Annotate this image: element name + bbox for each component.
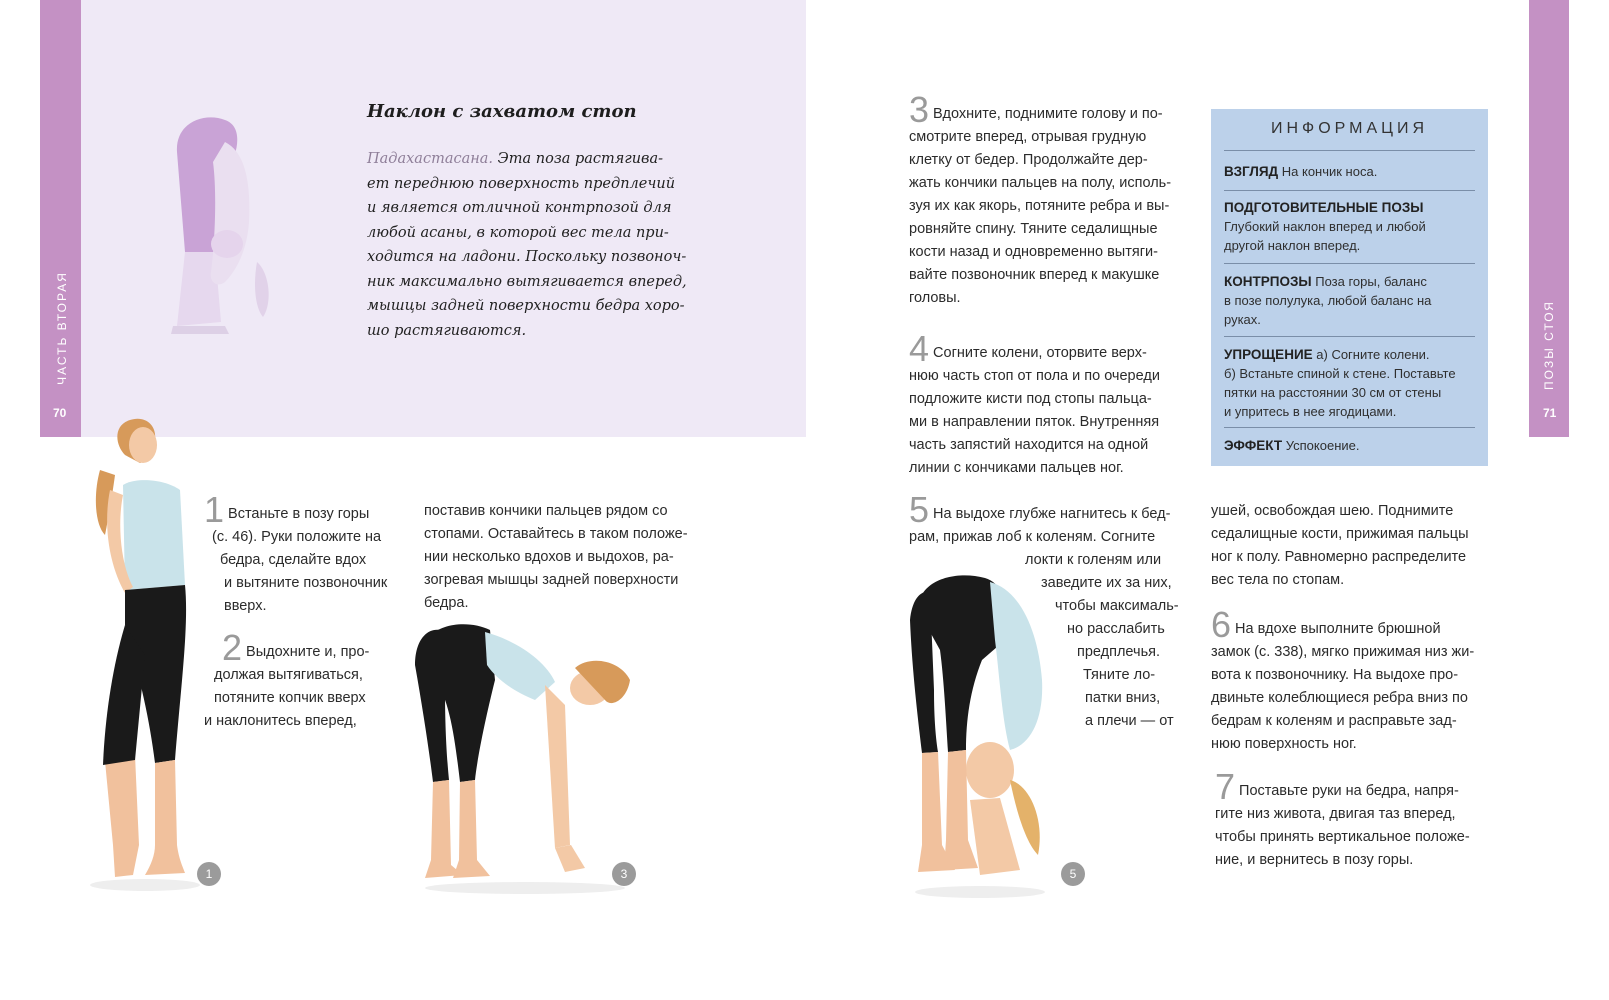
step-4-number: 4 xyxy=(909,328,930,369)
text-line: чтобы максималь- xyxy=(1055,598,1179,614)
photo-label-5: 5 xyxy=(1061,862,1085,886)
info-box xyxy=(1211,109,1488,466)
text-line: стопами. Оставайтесь в таком положе- xyxy=(424,526,688,542)
text-line: зуя их как якорь, потяните ребра и вы- xyxy=(909,198,1170,214)
text-line: бедрам к коленям и расправьте зад- xyxy=(1211,713,1457,729)
text-line: На выдохе глубже нагнитесь к бед- xyxy=(933,506,1171,522)
text-line: головы. xyxy=(909,290,961,306)
text-line: заведите их за них, xyxy=(1041,575,1172,591)
text-line: ние, и вернитесь в позу горы. xyxy=(1215,852,1414,868)
info-counterposes xyxy=(1224,272,1480,329)
pose-title: Наклон с захватом стоп xyxy=(367,101,637,122)
step-4-text xyxy=(909,328,1189,480)
intro-line: ник максимально вытягивается вперед, xyxy=(367,273,687,290)
info-effect xyxy=(1224,436,1480,455)
step-2-continued-text xyxy=(424,500,714,615)
text-line: замок (с. 338), мягко прижимая низ жи- xyxy=(1211,644,1475,660)
text-line: кости назад и одновременно вытяги- xyxy=(909,244,1158,260)
text-line: Согните колени, оторвите верх- xyxy=(933,345,1147,361)
info-effect-key: ЭФФЕКТ xyxy=(1224,438,1283,453)
info-divider xyxy=(1224,427,1475,428)
photo-label-1: 1 xyxy=(197,862,221,886)
step-2-number: 2 xyxy=(222,627,243,668)
info-gaze xyxy=(1224,162,1480,181)
info-prep-poses xyxy=(1224,198,1480,255)
text-line: а плечи — от xyxy=(1085,713,1174,729)
info-divider xyxy=(1224,336,1475,337)
text-line: подложите кисти под стопы пальца- xyxy=(909,391,1152,407)
text-line: На вдохе выполните брюшной xyxy=(1235,621,1441,637)
text-line: Выдохните и, про- xyxy=(246,644,370,660)
step-1-text xyxy=(204,489,404,618)
text-line: вверх. xyxy=(224,598,267,614)
sanskrit-name: Падахастасана. xyxy=(367,151,494,167)
text-line: клетку от бедер. Продолжайте дер- xyxy=(909,152,1148,168)
info-divider xyxy=(1224,150,1475,151)
intro-line: любой асаны, в которой вес тела при- xyxy=(367,224,669,241)
text-line: Тяните ло- xyxy=(1083,667,1156,683)
text-line: и упритесь в нее ягодицами. xyxy=(1224,404,1397,419)
text-line: другой наклон вперед. xyxy=(1224,238,1361,253)
text-line: и наклонитесь вперед, xyxy=(204,713,357,729)
pose-intro-text xyxy=(367,147,687,343)
text-line: гите низ живота, двигая таз вперед, xyxy=(1215,806,1456,822)
text-line: потяните копчик вверх xyxy=(214,690,366,706)
step-6-text xyxy=(1211,604,1511,756)
text-line: Глубокий наклон вперед и любой xyxy=(1224,219,1426,234)
step-2-text xyxy=(204,627,404,733)
text-line: Поставьте руки на бедра, напря- xyxy=(1239,783,1459,799)
text-line: жать кончики пальцев на полу, исполь- xyxy=(909,175,1172,191)
info-prep-key: ПОДГОТОВИТЕЛЬНЫЕ ПОЗЫ xyxy=(1224,200,1424,215)
text-line: седалищные кости, прижимая пальцы xyxy=(1211,526,1469,542)
info-counter-key: КОНТРПОЗЫ xyxy=(1224,274,1312,289)
text-line: но расслабить xyxy=(1067,621,1165,637)
text-line: патки вниз, xyxy=(1085,690,1161,706)
info-simpl-key: УПРОЩЕНИЕ xyxy=(1224,347,1313,362)
step-6-number: 6 xyxy=(1211,604,1232,645)
step-3-number: 3 xyxy=(909,89,930,130)
text-line: бедра, сделайте вдох xyxy=(220,552,367,568)
text-line: поставив кончики пальцев рядом со xyxy=(424,503,668,519)
info-simplification xyxy=(1224,345,1480,421)
step-1-number: 1 xyxy=(204,489,225,530)
text-line: вота к позвоночнику. На выдохе про- xyxy=(1211,667,1459,683)
left-page-number: 70 xyxy=(53,406,67,420)
text-line: вес тела по стопам. xyxy=(1211,572,1345,588)
text-line: смотрите вперед, отрывая грудную xyxy=(909,129,1147,145)
text-line: Встаньте в позу горы xyxy=(228,506,370,522)
text-line: пятки на расстоянии 30 см от стены xyxy=(1224,385,1442,400)
info-heading: ИНФОРМАЦИЯ xyxy=(1270,120,1429,137)
text-line: линии с кончиками пальцев ног. xyxy=(909,460,1124,476)
photo-label-3: 3 xyxy=(612,862,636,886)
step-7-text xyxy=(1215,766,1515,872)
text-line: локти к голеням или xyxy=(1025,552,1162,568)
step-5-number: 5 xyxy=(909,489,930,530)
info-gaze-key: ВЗГЛЯД xyxy=(1224,164,1279,179)
text-line: нюю часть стоп от пола и по очереди xyxy=(909,368,1160,384)
text-line: должая вытягиваться, xyxy=(214,667,363,683)
step-7-number: 7 xyxy=(1215,766,1236,807)
right-page-number: 71 xyxy=(1543,406,1557,420)
text-line: б) Встаньте спиной к стене. Поставьте xyxy=(1224,366,1456,381)
text-line: зогревая мышцы задней поверхности xyxy=(424,572,679,588)
info-gaze-value: На кончик носа. xyxy=(1278,164,1378,179)
photo-step-5 xyxy=(910,570,1085,900)
text-line: Вдохните, поднимите голову и по- xyxy=(933,106,1163,122)
text-line: (с. 46). Руки положите на xyxy=(212,529,382,545)
text-line: в позе полулука, любой баланс на xyxy=(1224,293,1432,308)
intro-line: ет переднюю поверхность предплечий xyxy=(367,175,676,192)
text-line: бедра. xyxy=(424,595,469,611)
info-divider xyxy=(1224,263,1475,264)
text-line: ми в направлении пяток. Внутренняя xyxy=(909,414,1160,430)
intro-line: ходится на ладони. Поскольку позвоноч- xyxy=(367,249,687,265)
photo-step-1 xyxy=(85,415,210,895)
intro-line: мышцы задней поверхности бедра хоро- xyxy=(367,298,685,314)
right-section-label: ПОЗЫ СТОЯ xyxy=(1542,300,1556,390)
text-line: двиньте колеблющиеся ребра вниз по xyxy=(1211,690,1468,706)
text-line: Поза горы, баланс xyxy=(1311,274,1427,289)
step-3-text xyxy=(909,89,1189,310)
text-line: а) Согните колени. xyxy=(1312,347,1430,362)
info-divider xyxy=(1224,190,1475,191)
text-line: вайте позвоночник вперед к макушке xyxy=(909,267,1160,283)
text-line: нюю поверхность ног. xyxy=(1211,736,1357,752)
text-line: ушей, освобождая шею. Поднимите xyxy=(1211,503,1454,519)
photo-step-3 xyxy=(415,620,665,895)
step-5-continued-text xyxy=(1211,500,1501,592)
intro-line: и является отличной контрпозой для xyxy=(367,200,672,216)
text-line: часть запястий находится на одной xyxy=(909,437,1149,453)
left-section-label: ЧАСТЬ ВТОРАЯ xyxy=(55,271,69,385)
text-line: и вытяните позвоночник xyxy=(224,575,388,591)
text-line: нии несколько вдохов и выдохов, ра- xyxy=(424,549,674,565)
text-line: ровняйте спину. Тяните седалищные xyxy=(909,221,1158,237)
intro-line: Эта поза растягива- xyxy=(493,151,664,167)
text-line: чтобы принять вертикальное положе- xyxy=(1215,829,1470,845)
pose-ghost-illustration xyxy=(165,112,295,347)
intro-line: шо растягиваются. xyxy=(367,322,527,339)
text-line: рам, прижав лоб к коленям. Согните xyxy=(909,529,1156,545)
text-line: руках. xyxy=(1224,312,1261,327)
text-line: предплечья. xyxy=(1077,644,1161,660)
text-line: ног к полу. Равномерно распределите xyxy=(1211,549,1467,565)
info-effect-value: Успокоение. xyxy=(1282,438,1360,453)
